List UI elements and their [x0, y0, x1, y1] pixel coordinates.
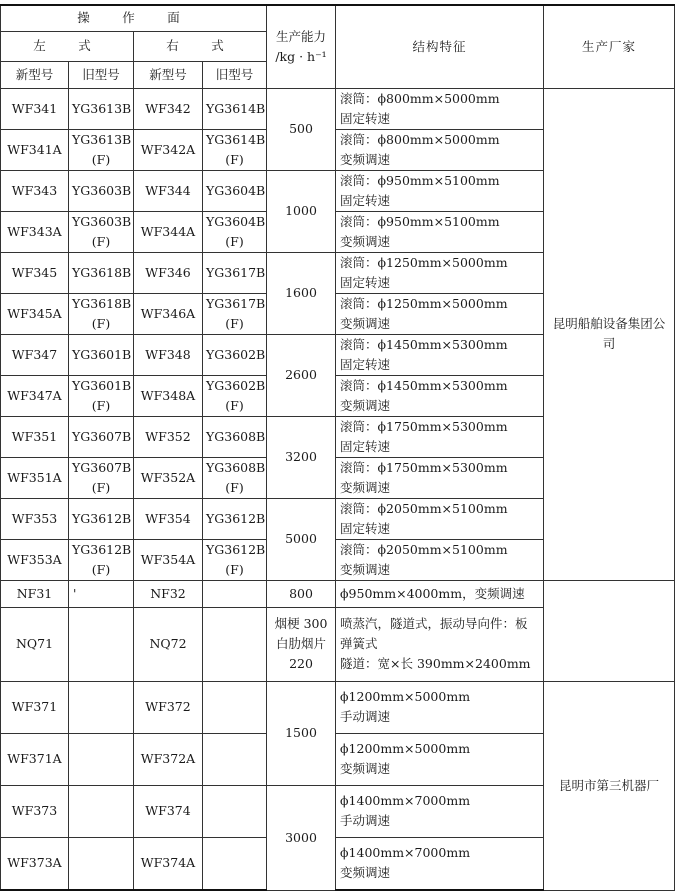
- left-old-model: [69, 733, 134, 785]
- header-right-old-model: 旧型号: [203, 61, 267, 88]
- right-old-model: [203, 539, 267, 580]
- left-new-model: WF353: [1, 498, 69, 539]
- left-old-model: YG3601B: [69, 334, 134, 375]
- spec-line: 喷蒸汽，隧道式，振动导向件：板: [340, 616, 528, 631]
- left-old-model: [69, 681, 134, 733]
- spec-line: 弹簧式: [340, 636, 378, 651]
- spec-line: 滚筒：ϕ1250mm×5000mm: [340, 295, 508, 311]
- right-old-model: YG3602B: [203, 334, 267, 375]
- header-manufacturer: 生产厂家: [544, 5, 675, 88]
- left-old-model: [69, 129, 134, 170]
- spec-line: 滚筒：ϕ800mm×5000mm: [340, 90, 500, 106]
- right-old-model: [203, 211, 267, 252]
- capacity-cell: 3200: [267, 416, 336, 498]
- structure-cell: [336, 607, 544, 681]
- left-new-model: WF341: [1, 88, 69, 129]
- left-old-model: YG3607B: [69, 416, 134, 457]
- left-old-model: [69, 375, 134, 416]
- spec-line: 手动调速: [340, 813, 391, 828]
- left-new-model: WF341A: [1, 129, 69, 170]
- right-old-model: [203, 457, 267, 498]
- left-old-model: [69, 211, 134, 252]
- manufacturer-cell: 昆明市第三机器厂: [544, 681, 675, 890]
- capacity-cell: 500: [267, 88, 336, 170]
- structure-cell: [336, 681, 544, 733]
- spec-line: 滚筒：ϕ1450mm×5300mm: [340, 336, 508, 352]
- right-old-model: YG3612B: [203, 498, 267, 539]
- structure-cell: [336, 539, 544, 580]
- capacity-cell: 2600: [267, 334, 336, 416]
- right-old-model: [203, 733, 267, 785]
- spec-line: 滚筒：ϕ1750mm×5300mm: [340, 418, 508, 434]
- spec-line: 滚筒：ϕ1250mm×5000mm: [340, 254, 508, 270]
- capacity-cell: 1600: [267, 252, 336, 334]
- right-new-model: NF32: [134, 580, 203, 607]
- right-old-model: [203, 837, 267, 890]
- capacity-cell: 5000: [267, 498, 336, 580]
- right-old-model: [203, 375, 267, 416]
- spec-line: 滚筒：ϕ2050mm×5100mm: [340, 500, 508, 516]
- spec-line: ϕ1400mm×7000mm: [340, 845, 471, 861]
- capacity-cell: 1500: [267, 681, 336, 785]
- left-new-model: WF371A: [1, 733, 69, 785]
- left-old-model: YG3618B: [69, 252, 134, 293]
- old-model-code: YG3601B: [72, 377, 132, 393]
- right-new-model: NQ72: [134, 607, 203, 681]
- right-old-model: [203, 785, 267, 837]
- spec-line: 滚筒：ϕ950mm×5100mm: [340, 213, 500, 229]
- spec-line: 变频调速: [340, 479, 391, 495]
- left-old-model: YG3612B: [69, 498, 134, 539]
- manufacturer-cell: 昆明船舶设备集团公司: [544, 88, 675, 580]
- capacity-cell: 3000: [267, 785, 336, 890]
- old-model-suffix: (F): [225, 397, 244, 413]
- old-model-code: YG3602B: [206, 377, 266, 393]
- right-old-model: [203, 293, 267, 334]
- capacity-line: 220: [289, 656, 313, 671]
- right-new-model: WF342A: [134, 129, 203, 170]
- old-model-suffix: (F): [91, 397, 111, 413]
- spec-line: 变频调速: [340, 761, 391, 776]
- left-new-model: WF343A: [1, 211, 69, 252]
- spec-line: ϕ1400mm×7000mm: [340, 793, 471, 808]
- structure-cell: [336, 733, 544, 785]
- right-old-model: [203, 681, 267, 733]
- structure-cell: [336, 88, 544, 129]
- spec-line: 手动调速: [340, 709, 391, 724]
- capacity-cell: [267, 607, 336, 681]
- left-old-model: [69, 539, 134, 580]
- header-left: 左 式: [1, 31, 134, 61]
- spec-line: 滚筒：ϕ2050mm×5100mm: [340, 541, 508, 557]
- old-model-code: YG3603B: [72, 213, 132, 229]
- right-new-model: WF352: [134, 416, 203, 457]
- spec-line: 滚筒：ϕ950mm×5100mm: [340, 172, 500, 188]
- right-new-model: WF354: [134, 498, 203, 539]
- right-old-model: [203, 129, 267, 170]
- old-model-code: YG3618B: [72, 295, 132, 311]
- structure-cell: [336, 170, 544, 211]
- structure-cell: [336, 498, 544, 539]
- table-row: [1, 580, 675, 607]
- right-new-model: WF374: [134, 785, 203, 837]
- old-model-code: YG3613B: [72, 131, 132, 147]
- spec-line: 固定转速: [340, 274, 391, 290]
- header-structure: 结构特征: [336, 5, 544, 88]
- spec-line: 固定转速: [340, 438, 391, 454]
- left-new-model: WF347A: [1, 375, 69, 416]
- left-new-model: WF343: [1, 170, 69, 211]
- old-model-code: YG3604B: [206, 213, 266, 229]
- spec-line: 变频调速: [340, 561, 391, 577]
- left-new-model: WF353A: [1, 539, 69, 580]
- left-new-model: NF31: [1, 580, 69, 607]
- spec-line: 变频调速: [340, 151, 391, 167]
- table-row: [1, 88, 675, 129]
- spec-line: 固定转速: [340, 520, 391, 536]
- spec-line: 变频调速: [340, 233, 391, 249]
- capacity-cell: 1000: [267, 170, 336, 252]
- structure-cell: [336, 334, 544, 375]
- left-new-model: WF351A: [1, 457, 69, 498]
- header-right-new-model: 新型号: [134, 61, 203, 88]
- left-old-model: [69, 457, 134, 498]
- right-new-model: WF346A: [134, 293, 203, 334]
- right-new-model: WF374A: [134, 837, 203, 890]
- equipment-spec-table: [0, 4, 675, 891]
- structure-cell: [336, 375, 544, 416]
- old-model-suffix: (F): [225, 479, 244, 495]
- right-new-model: WF342: [134, 88, 203, 129]
- structure-cell: [336, 252, 544, 293]
- left-new-model: WF371: [1, 681, 69, 733]
- capacity-cell: 800: [267, 580, 336, 607]
- right-old-model: [203, 607, 267, 681]
- header-capacity-line1: 生产能力: [276, 28, 327, 44]
- right-new-model: WF346: [134, 252, 203, 293]
- old-model-suffix: (F): [91, 479, 111, 495]
- right-old-model: YG3604B: [203, 170, 267, 211]
- structure-cell: [336, 837, 544, 890]
- spec-line: 固定转速: [340, 356, 391, 372]
- structure-cell: [336, 211, 544, 252]
- right-new-model: WF354A: [134, 539, 203, 580]
- left-old-model: [69, 837, 134, 890]
- structure-cell: [336, 293, 544, 334]
- left-old-model: YG3613B: [69, 88, 134, 129]
- old-model-code: YG3612B: [206, 541, 266, 557]
- spec-line: 隧道：宽×长 390mm×2400mm: [340, 656, 531, 671]
- old-model-code: YG3617B: [206, 295, 266, 311]
- spec-line: 滚筒：ϕ1750mm×5300mm: [340, 459, 508, 475]
- right-new-model: WF372A: [134, 733, 203, 785]
- old-model-suffix: (F): [91, 233, 111, 249]
- header-operation-face: 操 作 面: [1, 5, 267, 31]
- old-model-code: YG3612B: [72, 541, 132, 557]
- manufacturer-cell-blank: [544, 580, 675, 681]
- spec-line: 变频调速: [340, 315, 391, 331]
- left-new-model: WF345A: [1, 293, 69, 334]
- old-model-suffix: (F): [225, 561, 244, 577]
- spec-line: ϕ1200mm×5000mm: [340, 741, 471, 756]
- spec-line: ϕ1200mm×5000mm: [340, 689, 471, 704]
- structure-cell: [336, 580, 544, 607]
- left-old-model: YG3603B: [69, 170, 134, 211]
- spec-line: 滚筒：ϕ1450mm×5300mm: [340, 377, 508, 393]
- structure-cell: [336, 416, 544, 457]
- spec-line: 滚筒：ϕ800mm×5000mm: [340, 131, 500, 147]
- left-new-model: WF373: [1, 785, 69, 837]
- right-new-model: WF348A: [134, 375, 203, 416]
- structure-cell: [336, 129, 544, 170]
- old-model-code: YG3607B: [72, 459, 132, 475]
- left-new-model: NQ71: [1, 607, 69, 681]
- structure-cell: [336, 457, 544, 498]
- left-old-model: [69, 785, 134, 837]
- left-new-model: WF351: [1, 416, 69, 457]
- old-model-suffix: (F): [225, 233, 244, 249]
- right-old-model: YG3617B: [203, 252, 267, 293]
- spec-line: 变频调速: [340, 865, 391, 881]
- left-new-model: WF373A: [1, 837, 69, 890]
- left-old-model: ': [69, 580, 134, 607]
- right-old-model: YG3614B: [203, 88, 267, 129]
- old-model-suffix: (F): [91, 151, 111, 167]
- old-model-suffix: (F): [91, 315, 111, 331]
- left-new-model: WF347: [1, 334, 69, 375]
- right-new-model: WF344A: [134, 211, 203, 252]
- old-model-code: YG3608B: [206, 459, 266, 475]
- right-new-model: WF352A: [134, 457, 203, 498]
- left-new-model: WF345: [1, 252, 69, 293]
- old-model-suffix: (F): [225, 315, 244, 331]
- header-right: 右 式: [134, 31, 267, 61]
- right-new-model: WF348: [134, 334, 203, 375]
- right-new-model: WF344: [134, 170, 203, 211]
- right-old-model: YG3608B: [203, 416, 267, 457]
- right-old-model: [203, 580, 267, 607]
- old-model-suffix: (F): [225, 151, 244, 167]
- header-left-old-model: 旧型号: [69, 61, 134, 88]
- spec-line: 变频调速: [340, 397, 391, 413]
- header-capacity-line2: /kg · h⁻¹: [275, 48, 327, 64]
- right-new-model: WF372: [134, 681, 203, 733]
- spec-line: ϕ950mm×4000mm，变频调速: [340, 585, 525, 601]
- table-row: [1, 681, 675, 733]
- left-old-model: [69, 293, 134, 334]
- old-model-code: YG3614B: [206, 131, 266, 147]
- header-left-new-model: 新型号: [1, 61, 69, 88]
- left-old-model: [69, 607, 134, 681]
- spec-line: 固定转速: [340, 192, 391, 208]
- capacity-line: 烟梗 300: [274, 616, 328, 631]
- header-capacity: [267, 5, 336, 88]
- old-model-suffix: (F): [91, 561, 111, 577]
- spec-line: 固定转速: [340, 110, 391, 126]
- capacity-line: 白肋烟片: [276, 636, 327, 651]
- structure-cell: [336, 785, 544, 837]
